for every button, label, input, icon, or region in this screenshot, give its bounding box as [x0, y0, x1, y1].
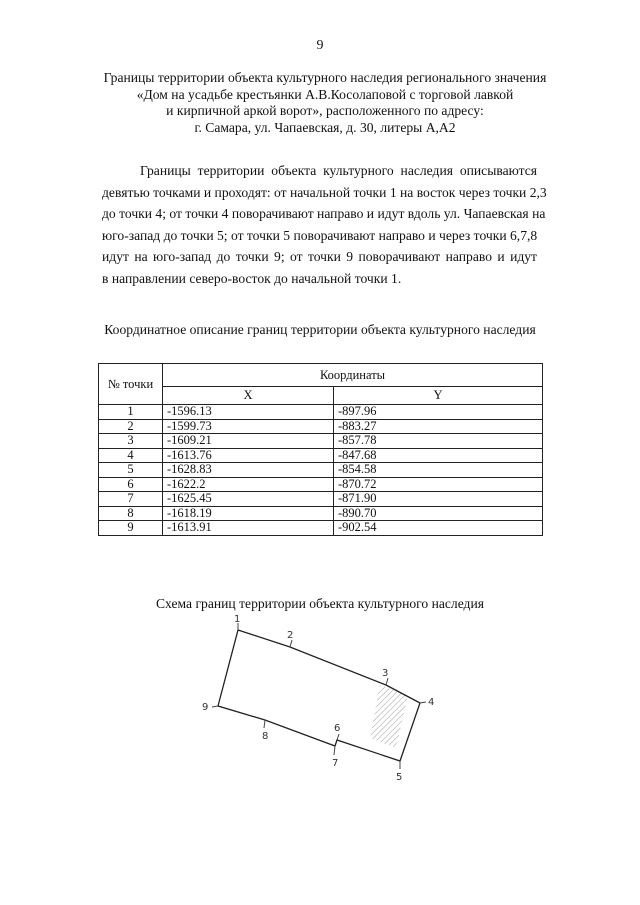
point-label-2: 2 [287, 630, 294, 641]
boundary-description [102, 160, 547, 289]
point-label-5: 5 [396, 772, 403, 783]
cell-y: -854.58 [334, 463, 543, 478]
cell-number: 6 [99, 477, 163, 492]
cell-number: 8 [99, 506, 163, 521]
cell-x: -1599.73 [163, 419, 334, 434]
cell-y: -847.68 [334, 448, 543, 463]
cell-x: -1613.91 [163, 521, 334, 536]
cell-y: -857.78 [334, 434, 543, 449]
cell-number: 9 [99, 521, 163, 536]
header-x: X [163, 387, 334, 405]
description-line: юго-запад до точки 5; от точки 5 поворачивают направо и через точки 6,7,8 [102, 227, 538, 243]
title-line: «Дом на усадьбе крестьянки А.В.Косолаповой с торговой лавкой [136, 86, 514, 102]
description-line: Границы территории объекта культурного наследия описываются [140, 163, 537, 178]
page-number: 9 [316, 38, 324, 53]
cell-x: -1618.19 [163, 506, 334, 521]
point-label-8: 8 [262, 731, 269, 742]
cell-number: 3 [99, 434, 163, 449]
description-line: девятью точками и проходят: от начальной точки 1 на восток через точки 2,3 [102, 184, 547, 200]
point-label-7: 7 [332, 758, 339, 769]
cell-y: -897.96 [334, 405, 543, 420]
cell-x: -1625.45 [163, 492, 334, 507]
cell-x: -1609.21 [163, 434, 334, 449]
title-line: г. Самара, ул. Чапаевская, д. 30, литеры А,А2 [194, 119, 456, 135]
point-label-1: 1 [234, 614, 241, 625]
table-caption: Координатное описание границ территории объекта культурного наследия [104, 322, 536, 337]
point-label-9: 9 [202, 702, 209, 713]
title-line: Границы территории объекта культурного наследия регионального значения [103, 70, 547, 85]
cell-y: -890.70 [334, 506, 543, 521]
hatched-building-area [370, 685, 408, 748]
cell-x: -1622.2 [163, 477, 334, 492]
description-line: в направлении северо-восток до начальной точки 1. [102, 270, 402, 286]
cell-number: 7 [99, 492, 163, 507]
table-row [99, 405, 543, 420]
cell-y: -883.27 [334, 419, 543, 434]
table-row [99, 448, 543, 463]
table-row [99, 463, 543, 478]
cell-y: -871.90 [334, 492, 543, 507]
scheme-caption: Схема границ территории объекта культурного наследия [155, 596, 485, 611]
boundary-scheme [190, 610, 450, 790]
table-row [99, 434, 543, 449]
cell-number: 4 [99, 448, 163, 463]
header-coordinates: Координаты [163, 364, 543, 387]
table-row [99, 492, 543, 507]
description-line: идут на юго-запад до точки 9; от точки 9 поворачивают направо и идут [102, 249, 537, 264]
table-row [99, 477, 543, 492]
coordinates-table [98, 363, 543, 536]
table-row [99, 506, 543, 521]
cell-y: -870.72 [334, 477, 543, 492]
cell-number: 5 [99, 463, 163, 478]
header-point-number: № точки [99, 364, 163, 405]
cell-number: 2 [99, 419, 163, 434]
cell-y: -902.54 [334, 521, 543, 536]
table-row [99, 521, 543, 536]
document-title [60, 70, 590, 136]
header-y: Y [334, 387, 543, 405]
table-row [99, 419, 543, 434]
title-line: и кирпичной аркой ворот», расположенного по адресу: [166, 103, 484, 118]
point-label-4: 4 [428, 697, 435, 708]
cell-x: -1628.83 [163, 463, 334, 478]
cell-x: -1613.76 [163, 448, 334, 463]
cell-x: -1596.13 [163, 405, 334, 420]
point-label-6: 6 [334, 723, 341, 734]
cell-number: 1 [99, 405, 163, 420]
description-line: до точки 4; от точки 4 поворачивают направо и идут вдоль ул. Чапаевская на [102, 206, 546, 221]
point-label-3: 3 [382, 668, 389, 679]
